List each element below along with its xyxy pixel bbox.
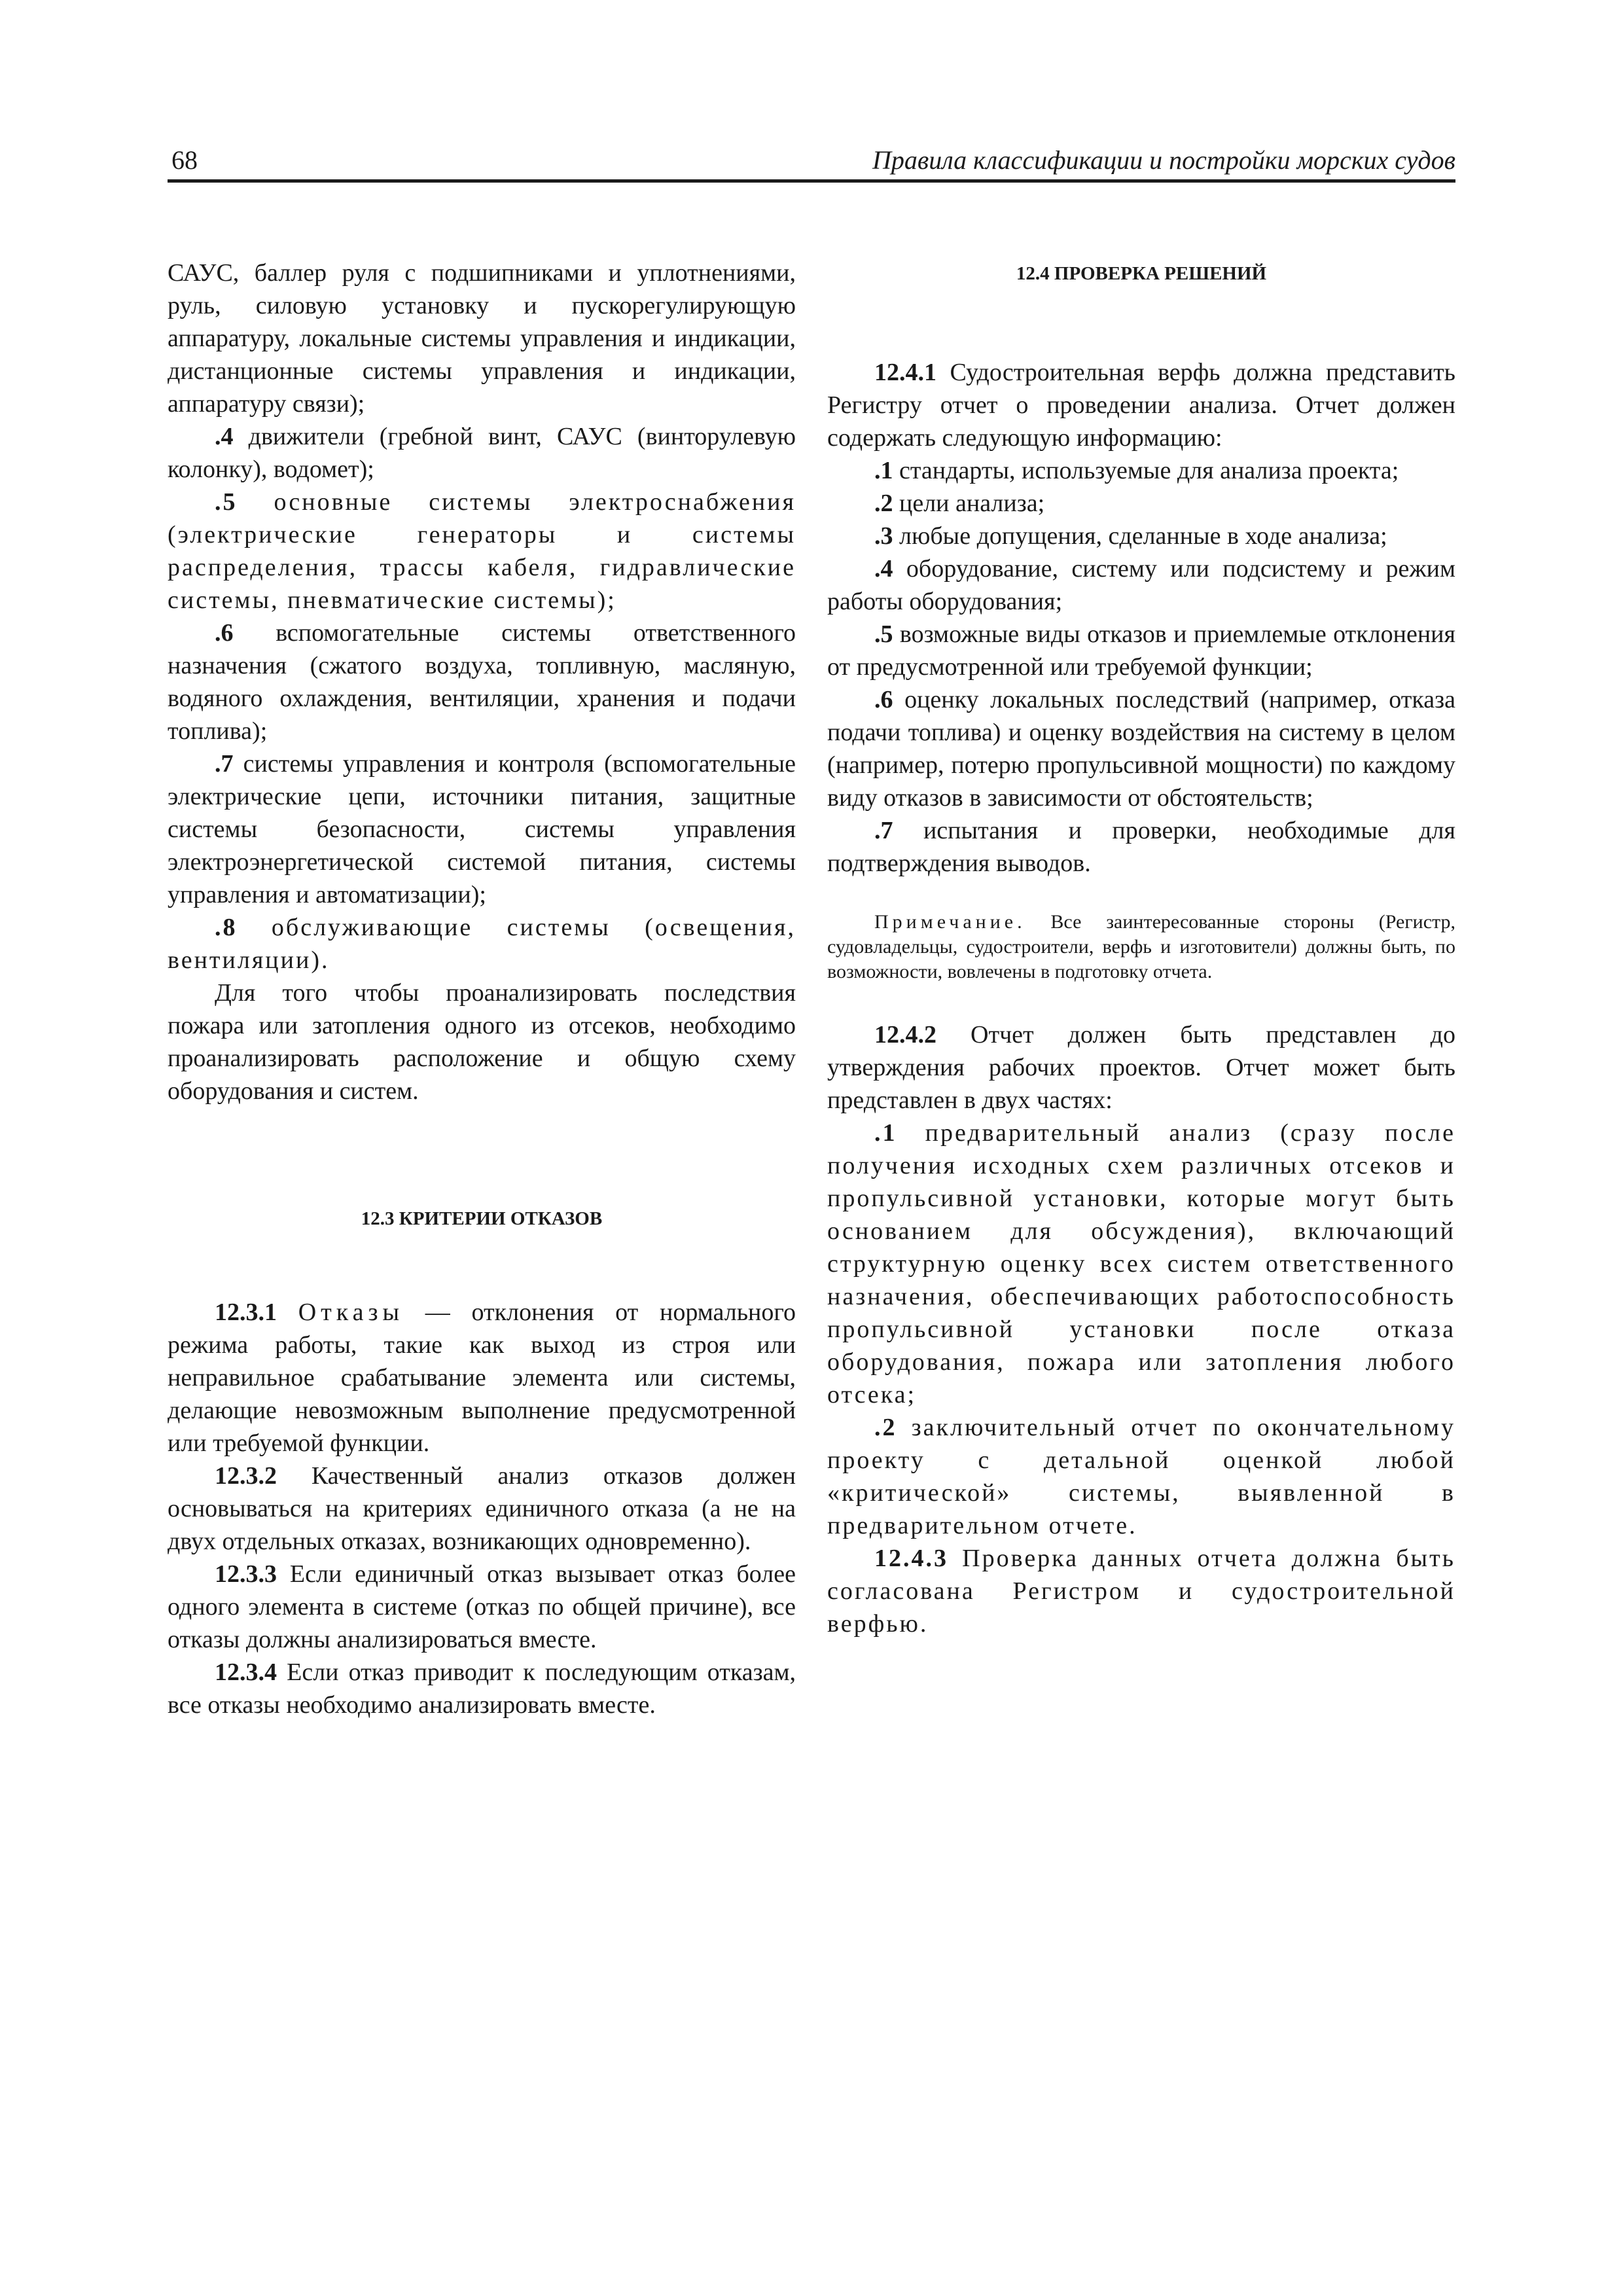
paragraph-number: 12.4.2 bbox=[874, 1021, 936, 1049]
left-column bbox=[168, 257, 796, 1721]
list-item bbox=[168, 747, 796, 911]
list-item bbox=[827, 618, 1455, 683]
list-item bbox=[827, 814, 1455, 880]
item-number: .3 bbox=[874, 522, 893, 550]
list-item bbox=[827, 487, 1455, 520]
item-text: цели анализа; bbox=[899, 490, 1045, 517]
item-text: обслуживающие системы (освещения, вентиляции). bbox=[168, 914, 796, 974]
paragraph-text: Качественный анализ отказов должен основываться на критериях единичного отказа (а не на двух отдельных отказах, возникающих одновременно). bbox=[168, 1462, 796, 1555]
item-number: .5 bbox=[874, 620, 893, 648]
item-text: вспомогательные системы ответственного назначения (сжатого воздуха, топливную, масляную, водяного охлаждения, вентиляции, хранения и подачи топлива); bbox=[168, 619, 796, 745]
closing-paragraph: Для того чтобы проанализировать последствия пожара или затопления одного из отсеков, необходимо проанализировать расположение и общую схему оборудования и систем. bbox=[168, 979, 796, 1105]
page-number: 68 bbox=[171, 145, 198, 175]
item-text: стандарты, используемые для анализа проекта; bbox=[899, 457, 1399, 484]
item-text: движители (гребной винт, САУС (винторулевую колонку), водомет); bbox=[168, 423, 796, 483]
item-number: .2 bbox=[874, 490, 893, 517]
item-number: .5 bbox=[215, 488, 238, 516]
item-text: любые допущения, сделанные в ходе анализа; bbox=[899, 522, 1387, 550]
list-item bbox=[827, 454, 1455, 487]
paragraph-text: Проверка данных отчета должна быть согласована Регистром и судостроительной верфью. bbox=[827, 1545, 1456, 1638]
paragraph-number: 12.4.1 bbox=[874, 359, 936, 386]
item-text: заключительный отчет по окончательному проекту с детальной оценкой любой «критической» системы, выявленной в предварительном отчете. bbox=[827, 1414, 1455, 1539]
running-title: Правила классификации и постройки морских судов bbox=[872, 145, 1455, 175]
page-header bbox=[168, 143, 1455, 183]
paragraph-text: Отчет должен быть представлен до утверждения рабочих проектов. Отчет может быть представлен в двух частях: bbox=[827, 1021, 1456, 1114]
list-item bbox=[827, 1117, 1455, 1411]
item-number: .1 bbox=[874, 457, 893, 484]
item-text: оценку локальных последствий (например, отказа подачи топлива) и оценку воздействия на систему в целом (например, потерю пропульсивной мощности) по каждому виду отказов в зависимости от обстоятельств; bbox=[827, 686, 1456, 812]
paragraph-text: Если единичный отказ вызывает отказ более одного элемента в системе (отказ по общей причине), все отказы должны анализироваться вместе. bbox=[168, 1560, 796, 1653]
paragraph-12-3-2 bbox=[168, 1460, 796, 1558]
paragraph-text: — отклонения от нормального режима работы, такие как выход из строя или неправильное срабатывание элемента или системы, делающие невозможным выполнение предусмотренной или требуемой функции. bbox=[168, 1299, 796, 1457]
section-heading-12-4: 12.4 ПРОВЕРКА РЕШЕНИЙ bbox=[1016, 263, 1267, 284]
item-number: .6 bbox=[874, 686, 893, 713]
paragraph-number: 12.3.2 bbox=[215, 1462, 277, 1490]
paragraph-number: 12.4.3 bbox=[874, 1545, 948, 1572]
list-item bbox=[827, 552, 1455, 618]
section-heading-12-3: 12.3 КРИТЕРИИ ОТКАЗОВ bbox=[361, 1208, 603, 1229]
paragraph-12-4-1 bbox=[827, 356, 1455, 454]
list-item bbox=[827, 683, 1455, 814]
list-item bbox=[168, 420, 796, 486]
defined-term: Отказы bbox=[298, 1299, 404, 1326]
item-number: .2 bbox=[874, 1414, 897, 1441]
paragraph-12-4-3 bbox=[827, 1542, 1455, 1640]
note bbox=[827, 910, 1455, 984]
item-text: испытания и проверки, необходимые для подтверждения выводов. bbox=[827, 817, 1455, 877]
paragraph-12-4-2 bbox=[827, 1018, 1455, 1117]
item-text: предварительный анализ (сразу после получения исходных схем различных отсеков и пропульсивной установки, которые могут быть основанием для обсуждения), включающий структурную оценку всех систем ответственного назначения, обеспечивающих работоспособность пропульсивной установки после отказа оборудования, пожара или затопления любого отсека; bbox=[827, 1119, 1455, 1408]
item-text: системы управления и контроля (вспомогательные электрические цепи, источники питания, защитные системы безопасности, системы управления электроэнергетической системой питания, системы управления и автоматизации); bbox=[168, 750, 796, 908]
item-number: .7 bbox=[215, 750, 234, 778]
item-number: .4 bbox=[874, 555, 893, 583]
item-number: .8 bbox=[215, 914, 238, 941]
paragraph-number: 12.3.1 bbox=[215, 1299, 277, 1326]
list-continuation: САУС, баллер руля с подшипниками и уплотнениями, руль, силовую установку и пускорегулирующую аппаратуру, локальные системы управления и индикации, дистанционные системы управления и индикации, аппаратуру связи); bbox=[168, 259, 796, 418]
item-number: .1 bbox=[874, 1119, 897, 1147]
paragraph-text: Если отказ приводит к последующим отказам, все отказы необходимо анализировать вместе. bbox=[168, 1659, 796, 1719]
list-item bbox=[168, 911, 796, 977]
paragraph-number: 12.3.3 bbox=[215, 1560, 277, 1588]
list-item bbox=[168, 486, 796, 617]
paragraph-12-3-1 bbox=[168, 1296, 796, 1460]
list-item bbox=[827, 520, 1455, 552]
note-label: Примечание. bbox=[874, 911, 1026, 933]
list-item bbox=[827, 1411, 1455, 1542]
paragraph-text: Судостроительная верфь должна представить Регистру отчет о проведении анализа. Отчет должен содержать следующую информацию: bbox=[827, 359, 1456, 452]
item-text: возможные виды отказов и приемлемые отклонения от предусмотренной или требуемой функции; bbox=[827, 620, 1455, 681]
note-text: Все заинтересованные стороны (Регистр, судовладельцы, судостроители, верфь и изготовители) должны быть, по возможности, вовлечены в подготовку отчета. bbox=[827, 911, 1456, 982]
list-item bbox=[168, 617, 796, 747]
paragraph-12-3-3 bbox=[168, 1558, 796, 1656]
paragraph-number: 12.3.4 bbox=[215, 1659, 277, 1686]
paragraph-12-3-4 bbox=[168, 1656, 796, 1721]
item-text: основные системы электроснабжения (электрические генераторы и системы распределения, трассы кабеля, гидравлические системы, пневматические системы); bbox=[168, 488, 796, 614]
item-number: .4 bbox=[215, 423, 234, 450]
item-number: .7 bbox=[874, 817, 893, 844]
item-text: оборудование, систему или подсистему и режим работы оборудования; bbox=[827, 555, 1455, 615]
right-column bbox=[827, 257, 1455, 1640]
item-number: .6 bbox=[215, 619, 234, 647]
